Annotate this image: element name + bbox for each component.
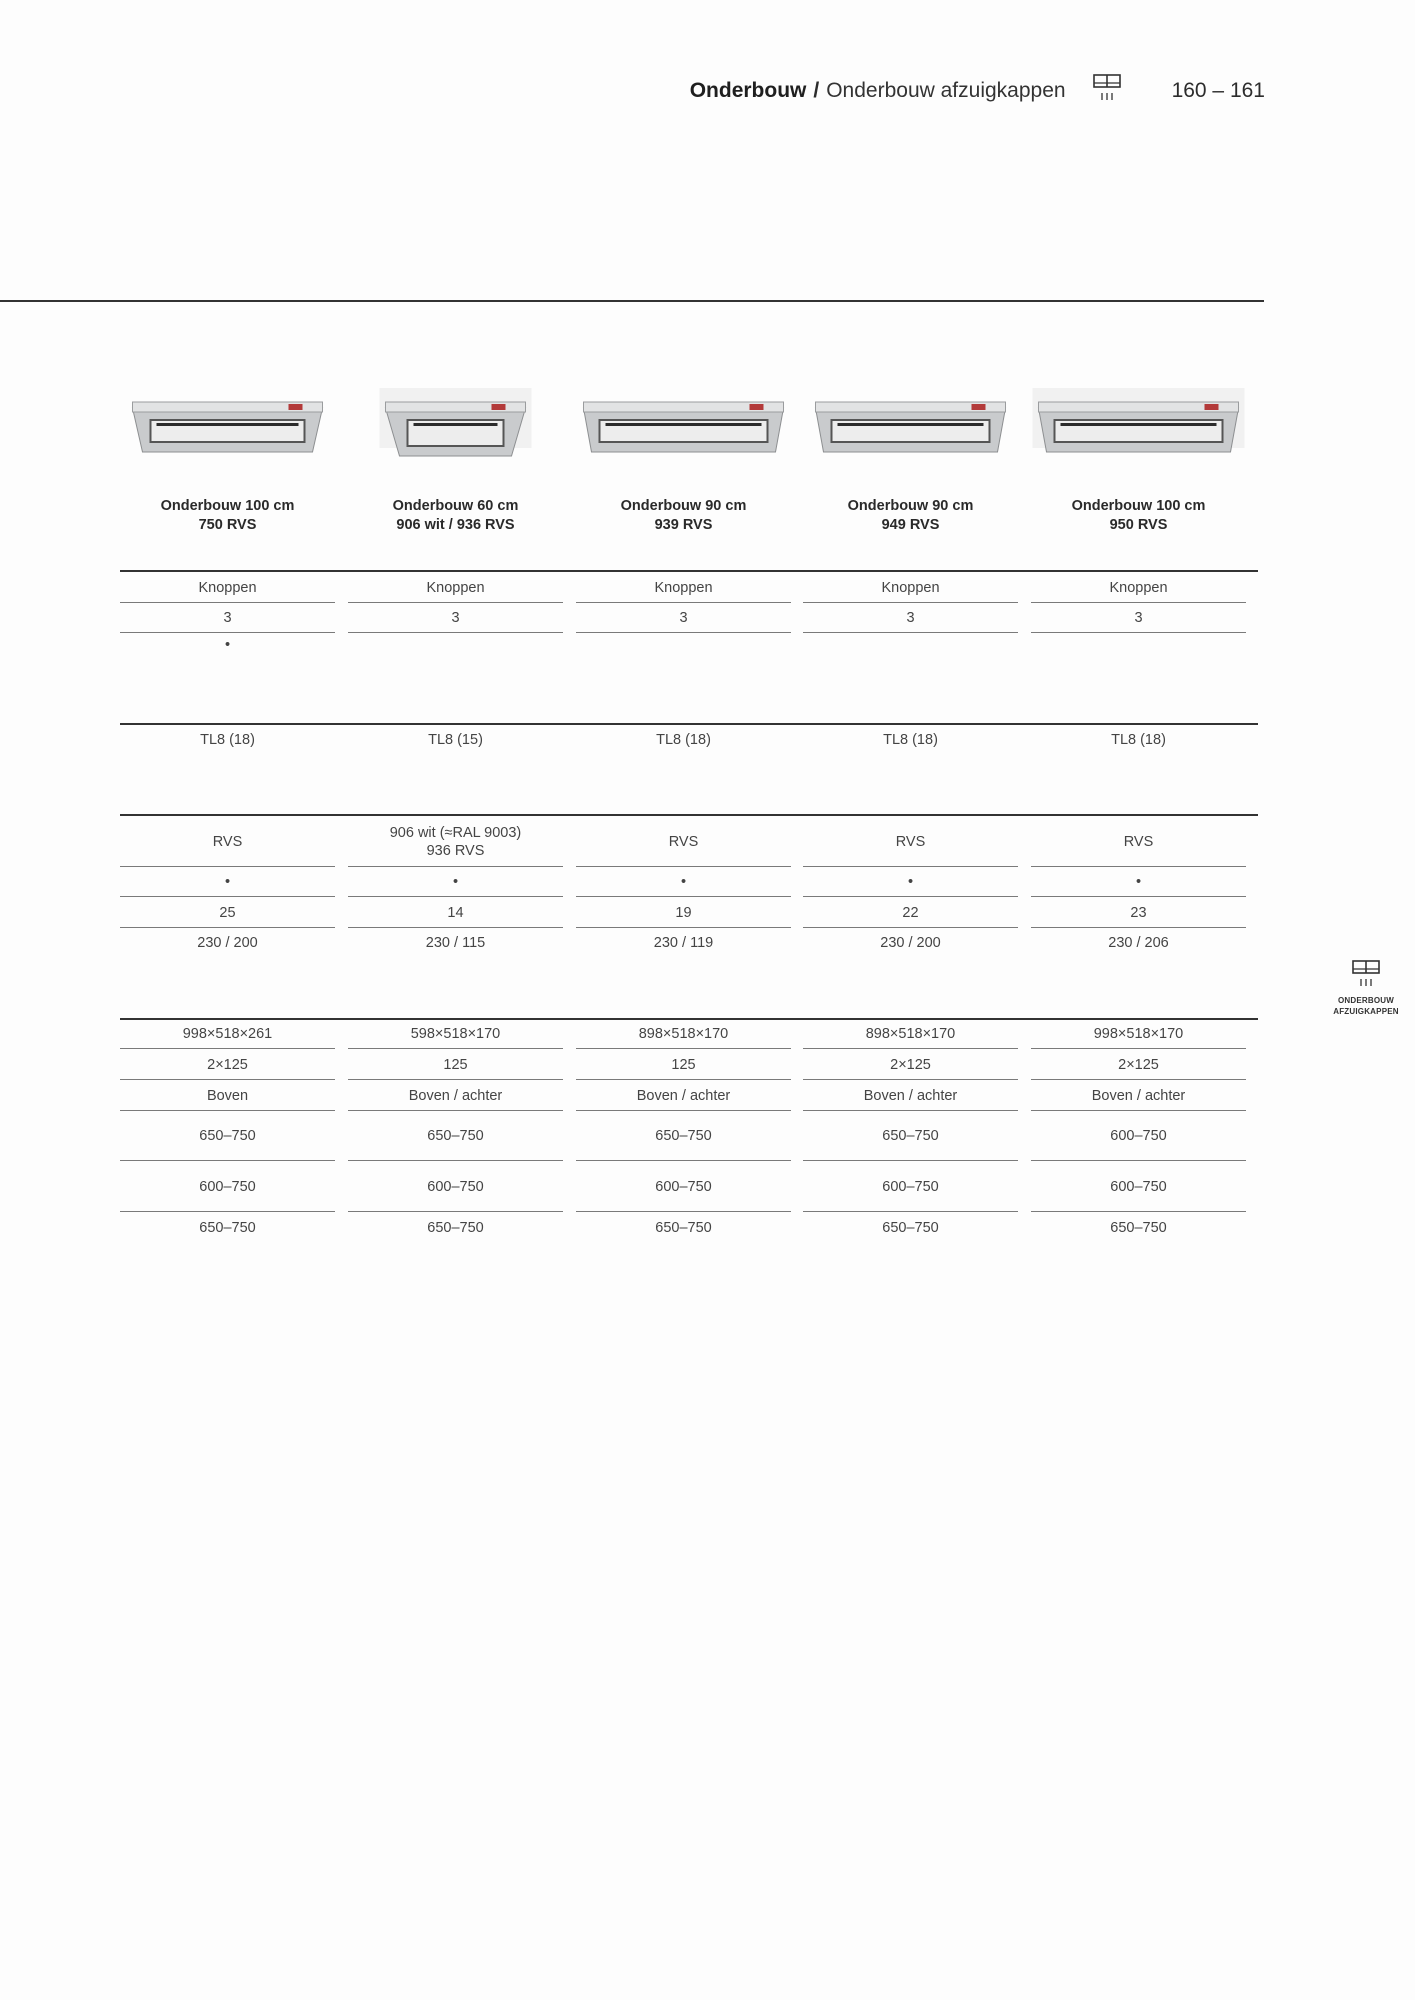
spec-standen: 3 xyxy=(120,604,335,633)
spec-filter: • xyxy=(803,868,1018,897)
spec-hoogte-elektrisch: 650–750 xyxy=(576,1112,791,1161)
spec-hoogte-gas: 600–750 xyxy=(348,1162,563,1212)
spec-bediening: Knoppen xyxy=(348,574,563,603)
spec-afmetingen: 898×518×170 xyxy=(576,1020,791,1049)
spec-vermogen: 230 / 115 xyxy=(425,935,486,951)
spec-gewicht: 19 xyxy=(576,898,791,928)
group-divider xyxy=(120,814,1258,816)
product-image xyxy=(803,370,1018,470)
spec-materiaal-line: RVS xyxy=(1123,834,1154,850)
spec-intensief xyxy=(576,634,791,664)
spec-diameter: 2×125 xyxy=(120,1050,335,1080)
spec-diameter: 2×125 xyxy=(1031,1050,1246,1080)
spec-gewicht: 14 xyxy=(348,898,563,928)
spec-verlichting: TL8 (15) xyxy=(428,731,483,748)
spec-diameter: 2×125 xyxy=(803,1050,1018,1080)
spec-vermogen: 230 / 200 xyxy=(880,935,941,951)
spec-filter: • xyxy=(576,868,791,897)
spec-hoogte-elektrisch: 650–750 xyxy=(803,1112,1018,1161)
product-name-line: Onderbouw 100 cm xyxy=(1071,498,1206,514)
spec-bediening: Knoppen xyxy=(1031,574,1246,603)
spec-bediening: Knoppen xyxy=(576,574,791,603)
product-image xyxy=(576,370,791,470)
spec-hoogte-overig: 650–750 xyxy=(199,1220,256,1236)
spec-intensief xyxy=(1031,634,1246,664)
spec-materiaal xyxy=(1031,818,1246,867)
spec-standen: 3 xyxy=(803,604,1018,633)
product-image xyxy=(1031,370,1246,470)
spec-aansluiting: Boven xyxy=(120,1081,335,1111)
group-divider xyxy=(120,570,1258,572)
spec-hoogte-gas: 600–750 xyxy=(576,1162,791,1212)
product-name xyxy=(120,497,335,535)
spec-verlichting: TL8 (18) xyxy=(883,731,938,748)
spec-hoogte-overig: 650–750 xyxy=(427,1220,484,1236)
spec-hoogte-overig: 650–750 xyxy=(655,1220,712,1236)
product-name-line: Onderbouw 90 cm xyxy=(620,498,747,514)
spec-aansluiting: Boven / achter xyxy=(576,1081,791,1111)
section-title: Onderbouw xyxy=(689,79,807,102)
spec-hoogte-elektrisch: 650–750 xyxy=(120,1112,335,1161)
product-image xyxy=(120,370,335,470)
spec-materiaal-line: RVS xyxy=(668,834,699,850)
spec-filter: • xyxy=(1031,868,1246,897)
spec-hoogte-overig: 650–750 xyxy=(882,1220,939,1236)
side-tab[interactable] xyxy=(1333,958,1399,1017)
spec-afmetingen: 998×518×170 xyxy=(1031,1020,1246,1049)
spec-hoogte-gas: 600–750 xyxy=(803,1162,1018,1212)
spec-filter: • xyxy=(348,868,563,897)
side-tab-label: ONDERBOUW xyxy=(1337,996,1395,1005)
title-separator: / xyxy=(813,79,820,102)
spec-diameter: 125 xyxy=(348,1050,563,1080)
spec-afmetingen: 998×518×261 xyxy=(120,1020,335,1049)
spec-vermogen: 230 / 119 xyxy=(653,935,714,951)
spec-standen: 3 xyxy=(576,604,791,633)
product-name xyxy=(1031,497,1246,535)
spec-intensief xyxy=(348,634,563,664)
product-name-line: Onderbouw 60 cm xyxy=(392,498,519,514)
spec-verlichting: TL8 (18) xyxy=(200,731,255,748)
spec-materiaal xyxy=(120,818,335,867)
spec-hoogte-gas: 600–750 xyxy=(1031,1162,1246,1212)
product-name-line: Onderbouw 100 cm xyxy=(160,498,295,514)
group-divider xyxy=(120,723,1258,725)
product-image xyxy=(348,370,563,470)
spec-materiaal-line: RVS xyxy=(895,834,926,850)
spec-standen: 3 xyxy=(1031,604,1246,633)
product-name xyxy=(348,497,563,535)
spec-materiaal xyxy=(348,818,563,867)
product-name xyxy=(576,497,791,535)
spec-vermogen: 230 / 200 xyxy=(197,935,258,951)
spec-standen: 3 xyxy=(348,604,563,633)
range-hood-icon xyxy=(1092,72,1122,110)
product-model: 950 RVS xyxy=(1109,517,1168,533)
page-numbers: 160 – 161 xyxy=(1171,79,1265,102)
spec-gewicht: 25 xyxy=(120,898,335,928)
spec-aansluiting: Boven / achter xyxy=(803,1081,1018,1111)
spec-afmetingen: 598×518×170 xyxy=(348,1020,563,1049)
spec-intensief xyxy=(803,634,1018,664)
product-model: 906 wit / 936 RVS xyxy=(396,517,515,533)
header-divider xyxy=(0,300,1264,302)
spec-bediening: Knoppen xyxy=(120,574,335,603)
spec-verlichting: TL8 (18) xyxy=(1111,731,1166,748)
range-hood-icon xyxy=(1333,958,1399,995)
spec-bediening: Knoppen xyxy=(803,574,1018,603)
spec-verlichting: TL8 (18) xyxy=(656,731,711,748)
spec-aansluiting: Boven / achter xyxy=(1031,1081,1246,1111)
product-name-line: Onderbouw 90 cm xyxy=(847,498,974,514)
spec-hoogte-overig: 650–750 xyxy=(1110,1220,1167,1236)
product-model: 939 RVS xyxy=(654,517,713,533)
product-model: 750 RVS xyxy=(198,517,257,533)
spec-hoogte-elektrisch: 650–750 xyxy=(348,1112,563,1161)
product-model: 949 RVS xyxy=(881,517,940,533)
spec-materiaal xyxy=(576,818,791,867)
product-name xyxy=(803,497,1018,535)
spec-afmetingen: 898×518×170 xyxy=(803,1020,1018,1049)
spec-materiaal-line: 936 RVS xyxy=(426,843,485,859)
spec-materiaal xyxy=(803,818,1018,867)
spec-gewicht: 22 xyxy=(803,898,1018,928)
spec-aansluiting: Boven / achter xyxy=(348,1081,563,1111)
spec-hoogte-elektrisch: 600–750 xyxy=(1031,1112,1246,1161)
spec-hoogte-gas: 600–750 xyxy=(120,1162,335,1212)
spec-materiaal-line: RVS xyxy=(212,834,243,850)
spec-diameter: 125 xyxy=(576,1050,791,1080)
spec-vermogen: 230 / 206 xyxy=(1108,935,1169,951)
subsection-title: Onderbouw afzuigkappen xyxy=(826,79,1066,102)
side-tab-label: AFZUIGKAPPEN xyxy=(1333,1007,1399,1016)
page-header xyxy=(690,74,1265,108)
spec-filter: • xyxy=(120,868,335,897)
spec-materiaal-line: 906 wit (≈RAL 9003) xyxy=(389,825,522,841)
spec-intensief: • xyxy=(224,637,231,653)
spec-gewicht: 23 xyxy=(1031,898,1246,928)
